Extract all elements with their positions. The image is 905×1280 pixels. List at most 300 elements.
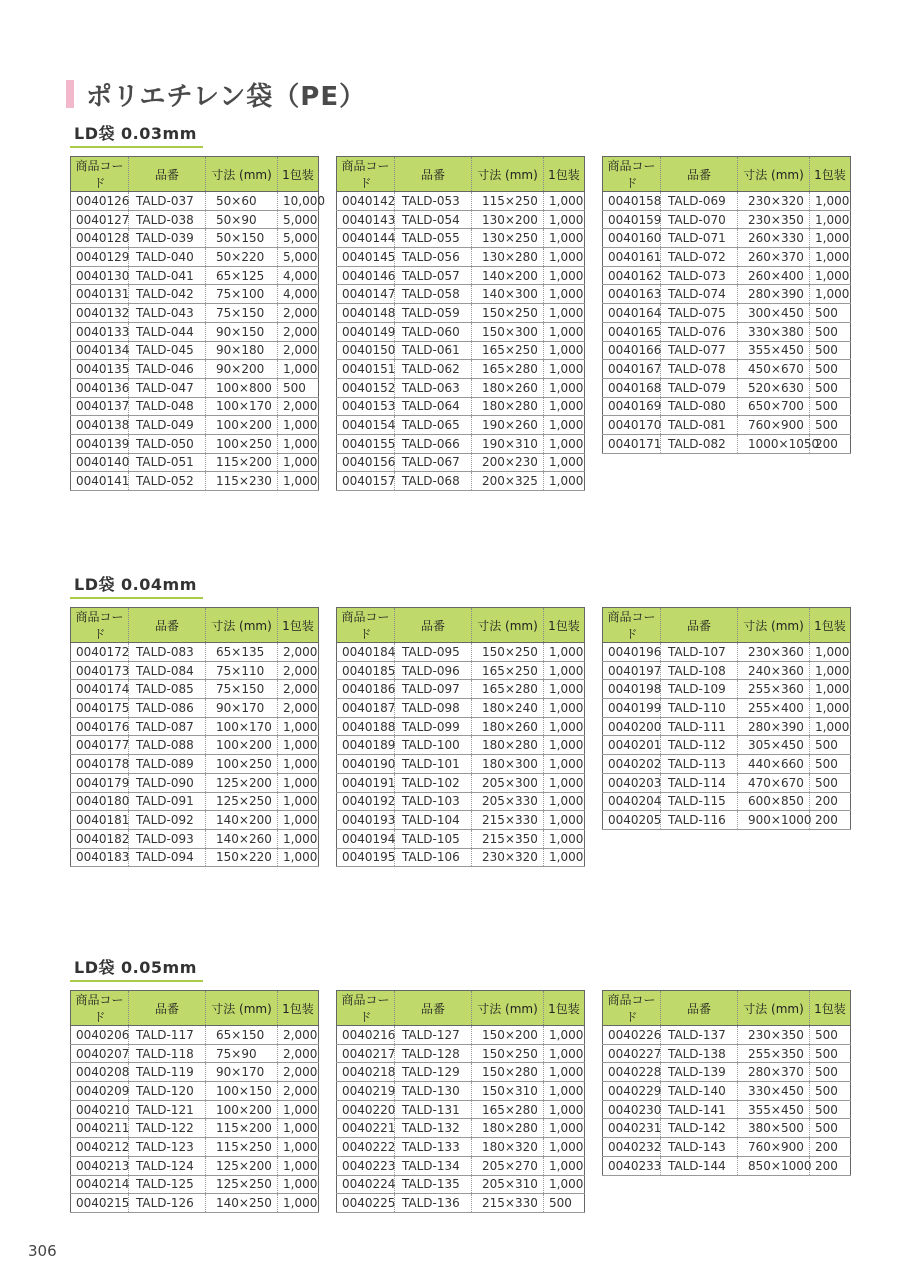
- part-number-cell: TALD-087: [129, 717, 206, 736]
- product-code-cell: 0040209: [71, 1082, 129, 1101]
- table-row: [603, 811, 851, 830]
- pack-qty-cell: 4,000: [278, 266, 319, 285]
- product-code-cell: 0040163: [603, 285, 661, 304]
- pack-qty-cell: 1,000: [544, 773, 585, 792]
- pack-qty-cell: 1,000: [544, 811, 585, 830]
- part-number-cell: TALD-072: [661, 248, 738, 267]
- dimension-cell: 150×220: [206, 848, 278, 867]
- table-header-row: [603, 608, 851, 643]
- pack-qty-cell: 1,000: [544, 643, 585, 662]
- table-row: [337, 285, 585, 304]
- column-header: 品番: [395, 157, 472, 192]
- dimension-cell: 150×250: [472, 304, 544, 323]
- product-code-cell: 0040188: [337, 717, 395, 736]
- pack-qty-cell: 1,000: [544, 1026, 585, 1045]
- part-number-cell: TALD-052: [129, 472, 206, 491]
- part-number-cell: TALD-054: [395, 210, 472, 229]
- table-header-row: [71, 157, 319, 192]
- product-code-cell: 0040186: [337, 680, 395, 699]
- product-code-cell: 0040152: [337, 378, 395, 397]
- table-row: [337, 699, 585, 718]
- table-row: [71, 434, 319, 453]
- dimension-cell: 215×350: [472, 829, 544, 848]
- pack-qty-cell: 1,000: [544, 453, 585, 472]
- pack-qty-cell: 1,000: [544, 1063, 585, 1082]
- pack-qty-cell: 1,000: [278, 434, 319, 453]
- pack-qty-cell: 1,000: [544, 1100, 585, 1119]
- dimension-cell: 90×150: [206, 322, 278, 341]
- product-code-cell: 0040170: [603, 416, 661, 435]
- pack-qty-cell: 1,000: [544, 434, 585, 453]
- spec-table: [602, 607, 851, 830]
- table-row: [337, 378, 585, 397]
- pack-qty-cell: 1,000: [278, 755, 319, 774]
- part-number-cell: TALD-121: [129, 1100, 206, 1119]
- product-code-cell: 0040149: [337, 322, 395, 341]
- dimension-cell: 165×280: [472, 1100, 544, 1119]
- table-row: [71, 210, 319, 229]
- column-header: 寸法 (mm): [206, 991, 278, 1026]
- pack-qty-cell: 1,000: [278, 829, 319, 848]
- column-header: 寸法 (mm): [472, 608, 544, 643]
- table-row: [337, 773, 585, 792]
- table-row: [603, 434, 851, 453]
- part-number-cell: TALD-076: [661, 322, 738, 341]
- part-number-cell: TALD-110: [661, 699, 738, 718]
- dimension-cell: 190×310: [472, 434, 544, 453]
- table-row: [71, 416, 319, 435]
- table-row: [603, 229, 851, 248]
- product-code-cell: 0040223: [337, 1156, 395, 1175]
- column-header: 1包装: [544, 157, 585, 192]
- product-code-cell: 0040227: [603, 1044, 661, 1063]
- section-heading: LD袋 0.03mm: [70, 121, 203, 148]
- part-number-cell: TALD-081: [661, 416, 738, 435]
- part-number-cell: TALD-055: [395, 229, 472, 248]
- product-code-cell: 0040168: [603, 378, 661, 397]
- table-row: [337, 736, 585, 755]
- part-number-cell: TALD-100: [395, 736, 472, 755]
- product-code-cell: 0040226: [603, 1026, 661, 1045]
- part-number-cell: TALD-073: [661, 266, 738, 285]
- part-number-cell: TALD-125: [129, 1175, 206, 1194]
- product-code-cell: 0040150: [337, 341, 395, 360]
- dimension-cell: 300×450: [738, 304, 810, 323]
- part-number-cell: TALD-074: [661, 285, 738, 304]
- table-row: [603, 643, 851, 662]
- part-number-cell: TALD-098: [395, 699, 472, 718]
- column-header: 寸法 (mm): [472, 157, 544, 192]
- dimension-cell: 205×310: [472, 1175, 544, 1194]
- dimension-cell: 180×320: [472, 1138, 544, 1157]
- dimension-cell: 100×200: [206, 1100, 278, 1119]
- table-group: [70, 990, 860, 1213]
- table-row: [71, 755, 319, 774]
- product-code-cell: 0040172: [71, 643, 129, 662]
- product-code-cell: 0040166: [603, 341, 661, 360]
- dimension-cell: 65×150: [206, 1026, 278, 1045]
- product-code-cell: 0040233: [603, 1156, 661, 1175]
- pack-qty-cell: 1,000: [544, 1119, 585, 1138]
- column-header: 品番: [395, 608, 472, 643]
- pack-qty-cell: 2,000: [278, 1082, 319, 1101]
- product-code-cell: 0040203: [603, 773, 661, 792]
- part-number-cell: TALD-060: [395, 322, 472, 341]
- pack-qty-cell: 1,000: [810, 210, 851, 229]
- product-code-cell: 0040199: [603, 699, 661, 718]
- product-code-cell: 0040184: [337, 643, 395, 662]
- table-row: [337, 1044, 585, 1063]
- dimension-cell: 180×300: [472, 755, 544, 774]
- part-number-cell: TALD-107: [661, 643, 738, 662]
- product-code-cell: 0040212: [71, 1138, 129, 1157]
- pack-qty-cell: 2,000: [278, 680, 319, 699]
- column-header: 商品コード: [71, 608, 129, 643]
- dimension-cell: 200×230: [472, 453, 544, 472]
- column-header: 寸法 (mm): [206, 608, 278, 643]
- product-code-cell: 0040229: [603, 1082, 661, 1101]
- table-row: [603, 341, 851, 360]
- dimension-cell: 115×250: [472, 192, 544, 211]
- pack-qty-cell: 2,000: [278, 1063, 319, 1082]
- part-number-cell: TALD-142: [661, 1119, 738, 1138]
- part-number-cell: TALD-105: [395, 829, 472, 848]
- pack-qty-cell: 1,000: [544, 192, 585, 211]
- product-code-cell: 0040189: [337, 736, 395, 755]
- pack-qty-cell: 200: [810, 434, 851, 453]
- product-code-cell: 0040200: [603, 717, 661, 736]
- dimension-cell: 200×325: [472, 472, 544, 491]
- table-row: [603, 360, 851, 379]
- part-number-cell: TALD-083: [129, 643, 206, 662]
- part-number-cell: TALD-064: [395, 397, 472, 416]
- pack-qty-cell: 1,000: [544, 285, 585, 304]
- pack-qty-cell: 2,000: [278, 699, 319, 718]
- product-code-cell: 0040192: [337, 792, 395, 811]
- dimension-cell: 650×700: [738, 397, 810, 416]
- pack-qty-cell: 1,000: [544, 755, 585, 774]
- pack-qty-cell: 1,000: [810, 192, 851, 211]
- table-row: [71, 773, 319, 792]
- table-row: [71, 699, 319, 718]
- pack-qty-cell: 1,000: [278, 453, 319, 472]
- table-row: [71, 397, 319, 416]
- product-code-cell: 0040205: [603, 811, 661, 830]
- dimension-cell: 450×670: [738, 360, 810, 379]
- table-row: [337, 717, 585, 736]
- pack-qty-cell: 1,000: [544, 472, 585, 491]
- pack-qty-cell: 1,000: [544, 341, 585, 360]
- part-number-cell: TALD-061: [395, 341, 472, 360]
- table-row: [71, 285, 319, 304]
- product-code-cell: 0040135: [71, 360, 129, 379]
- product-code-cell: 0040176: [71, 717, 129, 736]
- part-number-cell: TALD-101: [395, 755, 472, 774]
- title-accent-bar: [66, 80, 74, 108]
- table-row: [337, 829, 585, 848]
- column-header: 1包装: [278, 608, 319, 643]
- spec-table: [602, 156, 851, 454]
- pack-qty-cell: 1,000: [544, 322, 585, 341]
- dimension-cell: 130×280: [472, 248, 544, 267]
- table-row: [337, 341, 585, 360]
- part-number-cell: TALD-075: [661, 304, 738, 323]
- section-ld-005: [70, 955, 860, 1213]
- pack-qty-cell: 1,000: [810, 661, 851, 680]
- table-row: [603, 304, 851, 323]
- pack-qty-cell: 5,000: [278, 210, 319, 229]
- product-code-cell: 0040197: [603, 661, 661, 680]
- pack-qty-cell: 1,000: [544, 416, 585, 435]
- dimension-cell: 115×250: [206, 1138, 278, 1157]
- table-row: [71, 661, 319, 680]
- part-number-cell: TALD-114: [661, 773, 738, 792]
- dimension-cell: 205×300: [472, 773, 544, 792]
- table-row: [71, 1194, 319, 1213]
- column-header: 商品コード: [337, 157, 395, 192]
- page-title: [66, 74, 366, 114]
- product-code-cell: 0040153: [337, 397, 395, 416]
- spec-table: [70, 990, 319, 1213]
- pack-qty-cell: 1,000: [544, 378, 585, 397]
- dimension-cell: 90×180: [206, 341, 278, 360]
- table-row: [71, 248, 319, 267]
- table-row: [603, 416, 851, 435]
- dimension-cell: 150×250: [472, 643, 544, 662]
- product-code-cell: 0040216: [337, 1026, 395, 1045]
- product-code-cell: 0040128: [71, 229, 129, 248]
- dimension-cell: 65×125: [206, 266, 278, 285]
- part-number-cell: TALD-049: [129, 416, 206, 435]
- pack-qty-cell: 1,000: [810, 248, 851, 267]
- pack-qty-cell: 1,000: [544, 699, 585, 718]
- table-row: [337, 322, 585, 341]
- table-row: [337, 266, 585, 285]
- column-header: 品番: [661, 608, 738, 643]
- product-code-cell: 0040222: [337, 1138, 395, 1157]
- product-code-cell: 0040132: [71, 304, 129, 323]
- column-header: 品番: [129, 991, 206, 1026]
- dimension-cell: 165×250: [472, 661, 544, 680]
- table-row: [337, 1026, 585, 1045]
- product-code-cell: 0040137: [71, 397, 129, 416]
- table-header-row: [337, 991, 585, 1026]
- table-row: [337, 1082, 585, 1101]
- table-row: [603, 397, 851, 416]
- part-number-cell: TALD-128: [395, 1044, 472, 1063]
- product-code-cell: 0040162: [603, 266, 661, 285]
- part-number-cell: TALD-045: [129, 341, 206, 360]
- table-row: [71, 848, 319, 867]
- dimension-cell: 355×450: [738, 1100, 810, 1119]
- pack-qty-cell: 200: [810, 1156, 851, 1175]
- product-code-cell: 0040136: [71, 378, 129, 397]
- pack-qty-cell: 1,000: [278, 736, 319, 755]
- spec-table: [70, 607, 319, 867]
- pack-qty-cell: 2,000: [278, 397, 319, 416]
- pack-qty-cell: 1,000: [278, 773, 319, 792]
- product-code-cell: 0040146: [337, 266, 395, 285]
- part-number-cell: TALD-058: [395, 285, 472, 304]
- column-header: 品番: [661, 157, 738, 192]
- dimension-cell: 50×90: [206, 210, 278, 229]
- product-code-cell: 0040217: [337, 1044, 395, 1063]
- product-code-cell: 0040206: [71, 1026, 129, 1045]
- product-code-cell: 0040142: [337, 192, 395, 211]
- pack-qty-cell: 1,000: [544, 792, 585, 811]
- table-row: [71, 1119, 319, 1138]
- part-number-cell: TALD-102: [395, 773, 472, 792]
- dimension-cell: 75×150: [206, 304, 278, 323]
- section-heading: LD袋 0.04mm: [70, 572, 203, 599]
- column-header: 商品コード: [71, 991, 129, 1026]
- table-row: [71, 1100, 319, 1119]
- product-code-cell: 0040218: [337, 1063, 395, 1082]
- column-header: 1包装: [278, 157, 319, 192]
- dimension-cell: 140×300: [472, 285, 544, 304]
- pack-qty-cell: 500: [810, 1044, 851, 1063]
- pack-qty-cell: 2,000: [278, 1026, 319, 1045]
- table-row: [337, 210, 585, 229]
- column-header: 寸法 (mm): [738, 991, 810, 1026]
- table-row: [603, 680, 851, 699]
- dimension-cell: 150×300: [472, 322, 544, 341]
- part-number-cell: TALD-090: [129, 773, 206, 792]
- table-row: [337, 1100, 585, 1119]
- pack-qty-cell: 500: [810, 397, 851, 416]
- part-number-cell: TALD-065: [395, 416, 472, 435]
- part-number-cell: TALD-070: [661, 210, 738, 229]
- table-row: [337, 1156, 585, 1175]
- table-row: [71, 453, 319, 472]
- part-number-cell: TALD-116: [661, 811, 738, 830]
- part-number-cell: TALD-037: [129, 192, 206, 211]
- part-number-cell: TALD-086: [129, 699, 206, 718]
- spec-table: [602, 990, 851, 1176]
- dimension-cell: 100×250: [206, 755, 278, 774]
- product-code-cell: 0040178: [71, 755, 129, 774]
- pack-qty-cell: 1,000: [810, 285, 851, 304]
- part-number-cell: TALD-127: [395, 1026, 472, 1045]
- column-header: 品番: [661, 991, 738, 1026]
- dimension-cell: 115×200: [206, 1119, 278, 1138]
- part-number-cell: TALD-059: [395, 304, 472, 323]
- product-code-cell: 0040157: [337, 472, 395, 491]
- table-row: [71, 229, 319, 248]
- pack-qty-cell: 1,000: [278, 1100, 319, 1119]
- product-code-cell: 0040156: [337, 453, 395, 472]
- table-row: [71, 341, 319, 360]
- product-code-cell: 0040231: [603, 1119, 661, 1138]
- part-number-cell: TALD-109: [661, 680, 738, 699]
- table-row: [337, 811, 585, 830]
- product-code-cell: 0040232: [603, 1138, 661, 1157]
- part-number-cell: TALD-133: [395, 1138, 472, 1157]
- pack-qty-cell: 1,000: [544, 1175, 585, 1194]
- pack-qty-cell: 1,000: [810, 643, 851, 662]
- pack-qty-cell: 1,000: [278, 792, 319, 811]
- dimension-cell: 230×320: [472, 848, 544, 867]
- part-number-cell: TALD-131: [395, 1100, 472, 1119]
- pack-qty-cell: 1,000: [544, 229, 585, 248]
- table-row: [71, 1026, 319, 1045]
- dimension-cell: 75×150: [206, 680, 278, 699]
- table-row: [603, 1138, 851, 1157]
- product-code-cell: 0040134: [71, 341, 129, 360]
- dimension-cell: 75×100: [206, 285, 278, 304]
- dimension-cell: 330×380: [738, 322, 810, 341]
- table-row: [337, 1138, 585, 1157]
- product-code-cell: 0040180: [71, 792, 129, 811]
- dimension-cell: 180×280: [472, 1119, 544, 1138]
- pack-qty-cell: 500: [810, 736, 851, 755]
- part-number-cell: TALD-080: [661, 397, 738, 416]
- dimension-cell: 215×330: [472, 1194, 544, 1213]
- table-header-row: [603, 157, 851, 192]
- pack-qty-cell: 1,000: [544, 397, 585, 416]
- part-number-cell: TALD-044: [129, 322, 206, 341]
- dimension-cell: 280×370: [738, 1063, 810, 1082]
- dimension-cell: 50×60: [206, 192, 278, 211]
- table-row: [71, 736, 319, 755]
- column-header: 商品コード: [337, 991, 395, 1026]
- pack-qty-cell: 2,000: [278, 643, 319, 662]
- part-number-cell: TALD-039: [129, 229, 206, 248]
- dimension-cell: 100×150: [206, 1082, 278, 1101]
- table-row: [71, 643, 319, 662]
- part-number-cell: TALD-047: [129, 378, 206, 397]
- dimension-cell: 90×170: [206, 699, 278, 718]
- part-number-cell: TALD-082: [661, 434, 738, 453]
- product-code-cell: 0040196: [603, 643, 661, 662]
- pack-qty-cell: 1,000: [544, 736, 585, 755]
- pack-qty-cell: 1,000: [544, 1082, 585, 1101]
- page-title-text: ポリエチレン袋（PE）: [86, 81, 367, 112]
- dimension-cell: 65×135: [206, 643, 278, 662]
- product-code-cell: 0040160: [603, 229, 661, 248]
- part-number-cell: TALD-124: [129, 1156, 206, 1175]
- table-row: [337, 472, 585, 491]
- part-number-cell: TALD-104: [395, 811, 472, 830]
- part-number-cell: TALD-085: [129, 680, 206, 699]
- section-ld-004: [70, 572, 860, 867]
- part-number-cell: TALD-050: [129, 434, 206, 453]
- part-number-cell: TALD-053: [395, 192, 472, 211]
- product-code-cell: 0040127: [71, 210, 129, 229]
- pack-qty-cell: 500: [810, 322, 851, 341]
- product-code-cell: 0040194: [337, 829, 395, 848]
- table-row: [337, 192, 585, 211]
- part-number-cell: TALD-123: [129, 1138, 206, 1157]
- dimension-cell: 355×450: [738, 341, 810, 360]
- product-code-cell: 0040143: [337, 210, 395, 229]
- table-row: [603, 248, 851, 267]
- pack-qty-cell: 1,000: [544, 1156, 585, 1175]
- dimension-cell: 100×250: [206, 434, 278, 453]
- dimension-cell: 280×390: [738, 717, 810, 736]
- part-number-cell: TALD-108: [661, 661, 738, 680]
- dimension-cell: 205×330: [472, 792, 544, 811]
- part-number-cell: TALD-130: [395, 1082, 472, 1101]
- product-code-cell: 0040230: [603, 1100, 661, 1119]
- table-row: [71, 811, 319, 830]
- pack-qty-cell: 200: [810, 811, 851, 830]
- dimension-cell: 240×360: [738, 661, 810, 680]
- part-number-cell: TALD-096: [395, 661, 472, 680]
- dimension-cell: 165×250: [472, 341, 544, 360]
- table-row: [71, 1138, 319, 1157]
- column-header: 商品コード: [71, 157, 129, 192]
